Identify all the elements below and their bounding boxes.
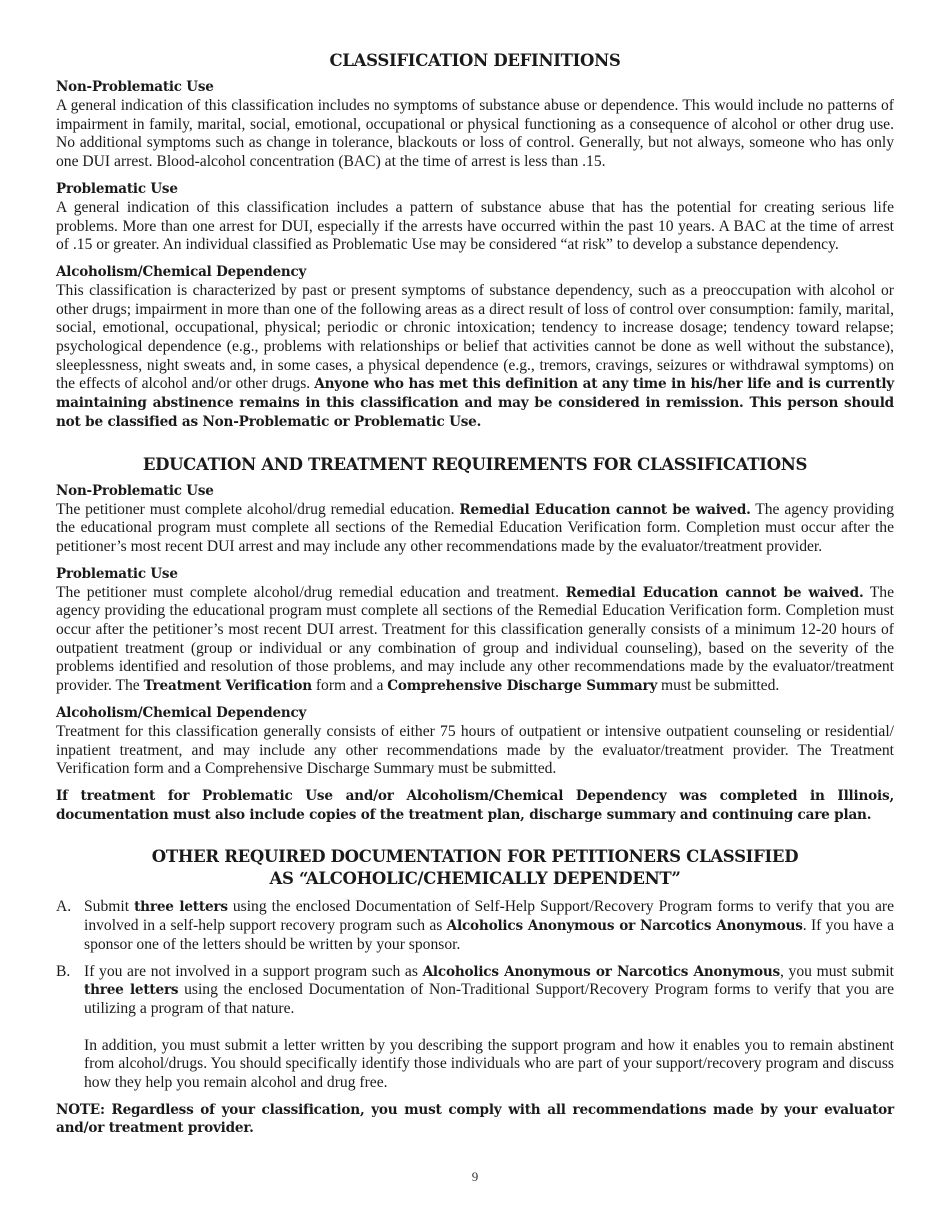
item-a-b1: three letters <box>134 899 228 916</box>
edu-p-bold-3: Comprehensive Discharge Summary <box>387 678 658 695</box>
alcoholism-heading: Alcoholism/Chemical Dependency <box>56 263 307 280</box>
other-docs-title-line2: AS “ALCOHOLIC/CHEMICALLY DEPENDENT” <box>269 869 681 889</box>
alcoholism-remission-note: Anyone who has met this definition at any time in his/her life and is currently maintaining abstinence remains in this classification and may be considered in remission. This person should not be classified as Non-Problematic or Problematic Use. <box>56 376 894 430</box>
edu-non-problematic-text <box>56 501 894 557</box>
alcoholism-definition-text: This classification is characterized by past or present symptoms of substance dependency, such as a preoccupation with alcohol or other drugs; impairment in more than one of the following areas as a direct result of loss of control over consumption: family, marital, social, emotional, occupational, physical; periodic or chronic intoxication; tendency to increase dosage; tendency toward relapse; psychological dependence (e.g., problems with relationships or belief that activities cannot be done as well without the substance), sleeplessness, night sweats and, in some cases, a physical dependence (e.g., tremors, cravings, seizures or withdrawal symptoms) on the effects of alcohol and/or other drugs. <box>56 281 894 393</box>
edu-p-bold-2: Treatment Verification <box>143 678 312 695</box>
edu-np-text-2: The agency providing the educational program must complete all sections of the Remedial Education Verification form. Completion must occur after the petitioner’s most recent DUI arrest and may include any other recommendations made by the evaluator/treatment provider. <box>56 500 894 555</box>
edu-alcoholism-heading: Alcoholism/Chemical Dependency <box>56 704 307 721</box>
item-a-b2: Alcoholics Anonymous or Narcotics Anonymous <box>446 918 803 935</box>
edu-p-text-3: form and a <box>311 677 388 695</box>
edu-np-text-1: The petitioner must complete alcohol/drug remedial education. <box>56 500 460 518</box>
item-b-t1: If you are not involved in a support program such as <box>84 962 423 980</box>
edu-non-problematic-heading: Non-Problematic Use <box>56 482 214 499</box>
problematic-definition: A general indication of this classification includes a pattern of substance abuse that has the potential for creating serious life problems. More than one arrest for DUI, especially if the arrests have occurred within the past 10 years. A BAC at the time of arrest of .15 or greater. An individual classified as Problematic Use may be considered “at risk” to develop a substance dependency. <box>56 198 894 254</box>
edu-p-text-4: must be submitted. <box>657 677 780 695</box>
item-b-b1: Alcoholics Anonymous or Narcotics Anonymous <box>422 963 780 980</box>
edu-p-text-2: The agency providing the educational program must complete all sections of the Remedial Education Verification form. Completion must occur after the petitioner’s most recent DUI arrest. Treatment for this classification generally consists of a minimum 12-20 hours of outpatient treatment (group or individual or any combination of group and individual counseling), based on the severity of the problems identified and resolution of those problems, and may include any other recommendations made by the evaluator/treatment provider. The <box>56 583 894 695</box>
edu-p-text-1: The petitioner must complete alcohol/drug remedial education and treatment. <box>56 583 566 601</box>
list-item-b-text <box>84 963 894 1019</box>
list-item-a <box>56 898 894 954</box>
classification-title: CLASSIFICATION DEFINITIONS <box>329 51 621 70</box>
page-number: 9 <box>471 1169 479 1184</box>
edu-p-bold-1: Remedial Education cannot be waived. <box>565 584 864 601</box>
item-b-t2: , you must submit <box>780 962 894 980</box>
list-item-b <box>56 963 894 1093</box>
item-b-t3: using the enclosed Documentation of Non-Traditional Support/Recovery Program forms to verify that you are utilizing a program of that nature. <box>84 981 895 1017</box>
list-item-b-label: B. <box>56 962 71 980</box>
problematic-heading: Problematic Use <box>56 180 178 197</box>
alcoholism-definition <box>56 282 894 432</box>
non-problematic-definition: A general indication of this classification includes no symptoms of substance abuse or dependence. This would include no patterns of impairment in family, marital, social, emotional, occupational or physical functioning as a consequence of alcohol or other drug use. No additional symptoms such as change in tolerance, blackouts or loss of control. Generally, but not always, someone who has only one DUI arrest. Blood-alcohol concentration (BAC) at the time of arrest is less than .15. <box>56 97 894 171</box>
document-page <box>56 50 894 1146</box>
education-title: EDUCATION AND TREATMENT REQUIREMENTS FOR CLASSIFICATIONS <box>142 454 808 474</box>
edu-problematic-text <box>56 584 894 696</box>
item-a-t2: using the enclosed Documentation of Self-Help Support/Recovery Program forms to verify that you are involved in a self-help support recovery program such as <box>84 898 894 935</box>
non-problematic-heading: Non-Problematic Use <box>56 79 214 95</box>
other-docs-title <box>56 846 894 890</box>
edu-alcoholism-text: Treatment for this classification generally consists of either 75 hours of outpatient or intensive outpatient counseling or residential/ inpatient treatment, and may include any other recommendations made by the evaluator/treatment provider. The Treatment Verification form and a Comprehensive Discharge Summary must be submitted. <box>56 722 894 778</box>
item-a-t1: Submit <box>84 898 135 916</box>
edu-np-bold-1: Remedial Education cannot be waived. <box>459 501 751 518</box>
final-note: NOTE: Regardless of your classification, you must comply with all recommendations made by your evaluator and/or treatment provider. <box>56 1101 894 1137</box>
list-item-a-text <box>84 898 894 954</box>
item-b-b2: three letters <box>84 982 179 999</box>
list-item-a-label: A. <box>56 898 72 916</box>
list-item-b-para2: In addition, you must submit a letter written by you describing the support program and how it enables you to remain abstinent from alcohol/drugs. You should specifically identify those individuals who are part of your support/recovery program and discuss how they help you remain alcohol and drug free. <box>84 1036 894 1092</box>
item-a-t3: . If you have a sponsor one of the letters should be written by your sponsor. <box>84 917 894 953</box>
edu-problematic-heading: Problematic Use <box>56 565 178 582</box>
illinois-treatment-note: If treatment for Problematic Use and/or Alcoholism/Chemical Dependency was completed in Illinois, documentation must also include copies of the treatment plan, discharge summary and continuing care plan. <box>56 787 894 823</box>
other-docs-title-line1: OTHER REQUIRED DOCUMENTATION FOR PETITIONERS CLASSIFIED <box>151 847 799 867</box>
